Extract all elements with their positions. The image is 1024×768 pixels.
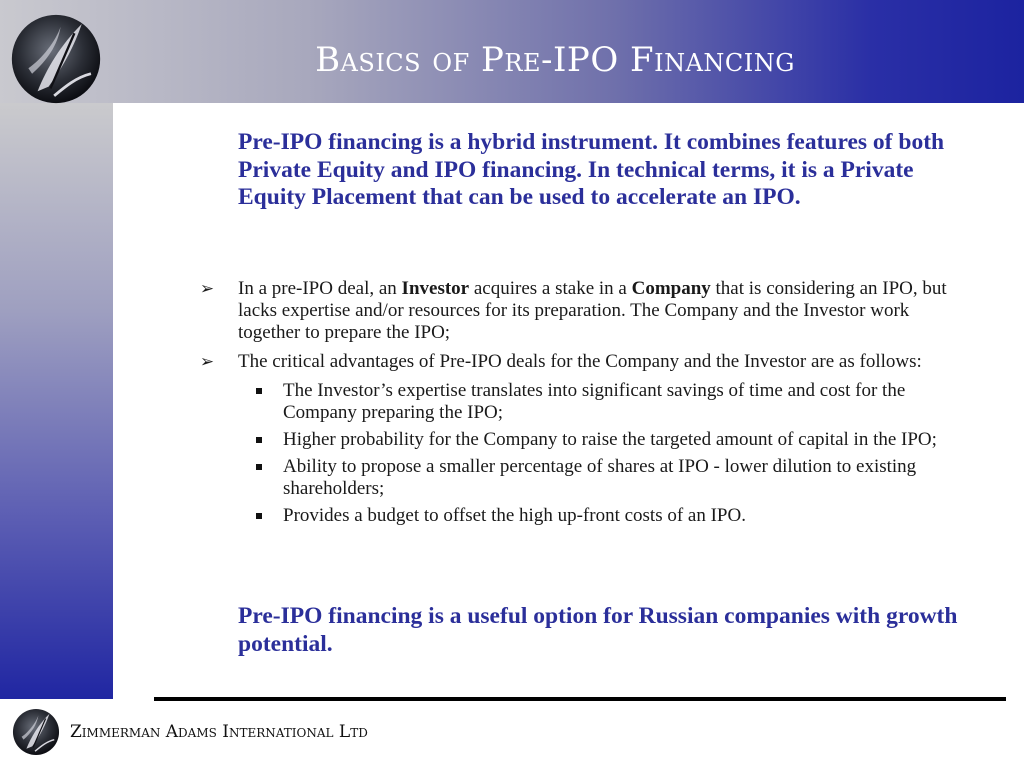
square-bullet-icon (256, 437, 262, 443)
slide-content (113, 103, 1024, 699)
footer-company-name: Zimmerman Adams International Ltd (70, 722, 368, 742)
slide-title: Basics of Pre-IPO Financing (315, 40, 795, 80)
intro-paragraph: Pre-IPO financing is a hybrid instrument. It combines features of both Private Equity and IPO financing. In technical terms, it is a Private Equity Placement that can be used to accelerate an IPO. (238, 129, 945, 210)
feather-logo-small-icon (12, 708, 60, 756)
closing-statement: Pre-IPO financing is a useful option for Russian companies with growth potential. (238, 603, 958, 657)
bullet-item: ➢ In a pre-IPO deal, an Investor acquires a stake in a Company that is considering an IPO, but lacks expertise and/or resources for its preparation. The Company and the Investor work together to prepare the IPO; (195, 278, 965, 344)
bullet-item: ➢ The critical advantages of Pre-IPO deals for the Company and the Investor are as follows: (195, 351, 965, 373)
sub-bullet-item: Provides a budget to offset the high up-front costs of an IPO. (195, 505, 965, 527)
arrow-bullet-icon: ➢ (199, 279, 215, 298)
company-term: Company (631, 278, 711, 299)
footer-divider (154, 697, 1006, 701)
investor-term: Investor (401, 278, 470, 299)
feather-logo-icon (10, 13, 102, 105)
square-bullet-icon (256, 388, 262, 394)
left-sidebar-band (0, 103, 113, 699)
bullet-list (195, 278, 965, 532)
sub-bullet-item: The Investor’s expertise translates into significant savings of time and cost for the Company preparing the IPO; (195, 380, 965, 424)
arrow-bullet-icon: ➢ (199, 352, 215, 371)
sub-bullet-item: Ability to propose a smaller percentage of shares at IPO - lower dilution to existing shareholders; (195, 456, 965, 500)
square-bullet-icon (256, 513, 262, 519)
square-bullet-icon (256, 464, 262, 470)
sub-bullet-item: Higher probability for the Company to raise the targeted amount of capital in the IPO; (195, 429, 965, 451)
